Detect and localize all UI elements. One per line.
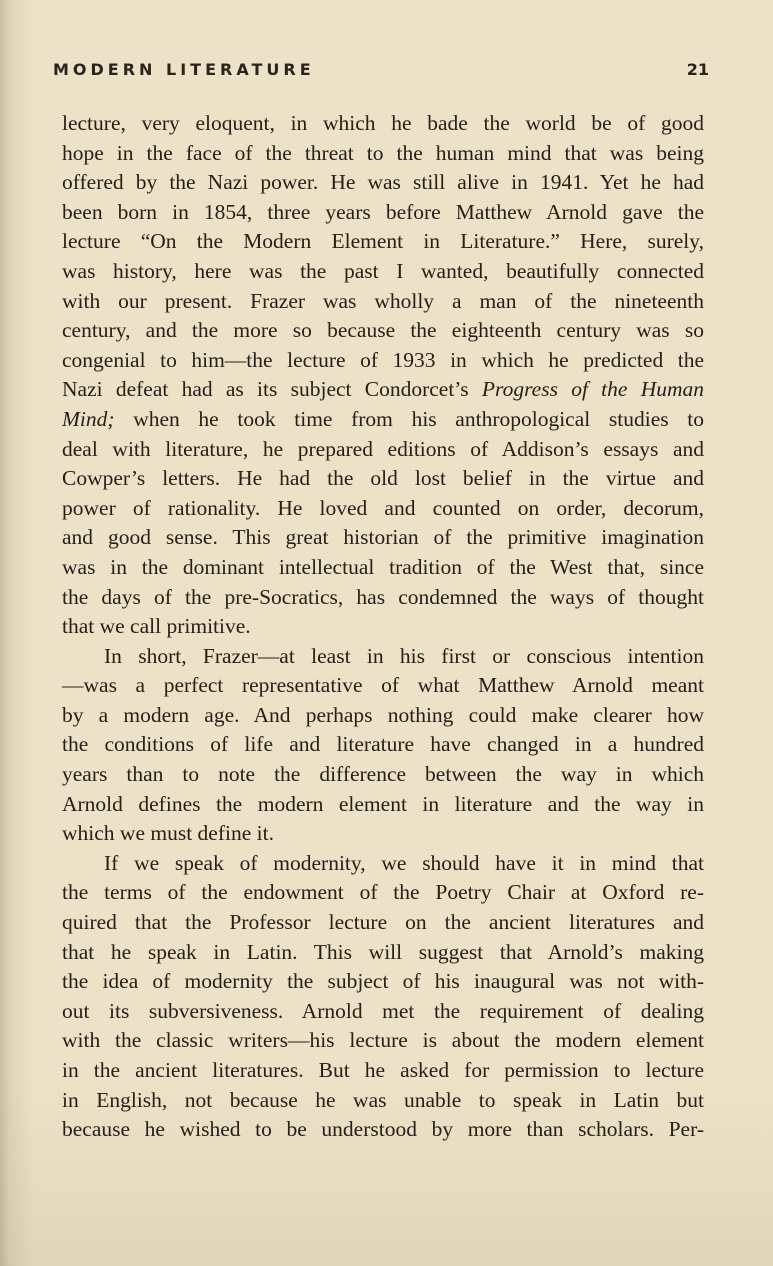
text-line: years than to note the difference between the way in which (62, 762, 704, 787)
text-line: congenial to him—the lecture of 1933 in which he predicted the (62, 347, 704, 372)
text-line: because he wished to be understood by more than scholars. Per- (62, 1117, 704, 1142)
text-line: lecture “On the Modern Element in Literature.” Here, surely, (62, 229, 704, 254)
body-text (62, 109, 704, 1145)
text-line: If we speak of modernity, we should have it in mind that (104, 850, 704, 875)
book-title-italic: Mind; (62, 406, 115, 431)
running-head: MODERN LITERATURE (53, 60, 315, 79)
text-line (62, 375, 704, 405)
text-line: was history, here was the past I wanted, beautifully connected (62, 258, 704, 283)
text-line: lecture, very eloquent, in which he bade the world be of good (62, 111, 704, 135)
text-line: deal with literature, he prepared editions of Addison’s essays and (62, 436, 704, 461)
text-line: been born in 1854, three years before Matthew Arnold gave the (62, 199, 704, 224)
text-line: the idea of modernity the subject of his inaugural was not with- (62, 969, 704, 994)
text-line: the conditions of life and literature have changed in a hundred (62, 732, 704, 757)
text-line: out its subversiveness. Arnold met the requirement of dealing (62, 998, 704, 1023)
text-line (62, 405, 704, 435)
text-line: in English, not because he was unable to speak in Latin but (62, 1087, 704, 1112)
text-fragment: when he took time from his anthropological studies to (114, 406, 704, 431)
paragraph (62, 642, 704, 849)
text-line: power of rationality. He loved and counted on order, decorum, (62, 495, 704, 520)
text-line: with the classic writers—his lecture is about the modern element (62, 1028, 704, 1053)
text-line: Arnold defines the modern element in literature and the way in (62, 791, 704, 816)
text-line: was in the dominant intellectual tradition of the West that, since (62, 554, 704, 579)
text-line: offered by the Nazi power. He was still alive in 1941. Yet he had (62, 170, 704, 195)
text-line: hope in the face of the threat to the human mind that was being (62, 140, 704, 165)
text-line: with our present. Frazer was wholly a man of the nineteenth (62, 288, 704, 313)
page-header (53, 60, 709, 84)
text-fragment: Nazi defeat had as its subject Condorcet’s (62, 377, 482, 402)
text-line: in the ancient literatures. But he asked for permission to lecture (62, 1058, 704, 1082)
text-line: quired that the Professor lecture on the ancient literatures and (62, 910, 704, 935)
text-line: by a modern age. And perhaps nothing could make clearer how (62, 702, 704, 727)
paragraph (62, 849, 704, 1145)
page-number: 21 (686, 60, 709, 79)
book-title-italic: Progress of the Human (481, 377, 704, 402)
text-line: —was a perfect representative of what Matthew Arnold meant (62, 673, 704, 698)
paragraph (62, 109, 704, 642)
text-line: that we call primitive. (62, 614, 251, 639)
text-line: Cowper’s letters. He had the old lost belief in the virtue and (62, 466, 704, 491)
text-line: that he speak in Latin. This will suggest that Arnold’s making (62, 939, 704, 964)
text-line: and good sense. This great historian of the primitive imagination (62, 525, 704, 550)
text-line: the terms of the endowment of the Poetry Chair at Oxford re- (62, 880, 704, 905)
text-line: In short, Frazer—at least in his first or conscious intention (104, 643, 704, 668)
text-line: which we must define it. (62, 821, 274, 846)
text-line: the days of the pre-Socratics, has condemned the ways of thought (62, 584, 704, 609)
text-line: century, and the more so because the eighteenth century was so (62, 318, 704, 343)
